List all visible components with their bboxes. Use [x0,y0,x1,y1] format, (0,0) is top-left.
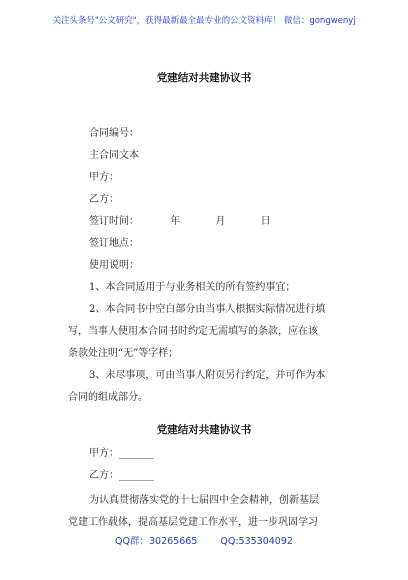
sign-time-label: 签订时间： [89,216,139,227]
contract-number-label: 合同编号： [89,128,139,139]
usage-note-2-line-3: 条款处注明“无”等字样； [68,348,179,359]
sign-place-label: 签订地点： [89,238,139,249]
intro-paragraph-line-1: 为认真贯彻落实党的十七届四中全会精神，创新基层 [89,495,319,506]
usage-note-2-line-2: 写，当事人使用本合同书时约定无需填写的条款，应在该 [68,326,318,337]
usage-note-2-line-1: 2、本合同书中空白部分由当事人根据实际情况进行填 [89,304,326,315]
qq-contact-number: QQ:535304092 [220,536,293,547]
main-contract-text-label: 主合同文本 [89,150,139,161]
usage-note-3-line-2: 合同的组成部分。 [68,392,148,403]
usage-note-3-line-1: 3、未尽事项，可由当事人附页另行约定，并可作为本 [89,370,326,381]
usage-note-1: 1、本合同适用于与业务相关的所有签约事宜； [89,282,296,293]
second-doc-title: 党建结对共建协议书 [156,424,252,436]
year-label: 年 [170,216,181,227]
usage-title: 使用说明： [89,260,139,271]
doc-title: 党建结对共建协议书 [156,72,252,84]
second-party-a-field: 甲方：_______ [89,448,154,459]
header-banner: 关注头条号"公文研究"，获得最新最全最专业的公文资料库！ 微信：gongwenyj [52,16,356,26]
second-party-b-field: 乙方：_______ [89,470,154,481]
qq-group-number: QQ群：30265665 [115,536,198,547]
footer-contact [0,533,408,547]
day-label: 日 [260,216,271,227]
intro-paragraph-line-2: 党建工作载体，提高基层党建工作水平，进一步巩固学习 [68,517,318,528]
sign-time-row [89,212,271,227]
party-a-label: 甲方： [89,172,119,183]
month-label: 月 [215,216,226,227]
party-b-label: 乙方： [89,194,119,205]
